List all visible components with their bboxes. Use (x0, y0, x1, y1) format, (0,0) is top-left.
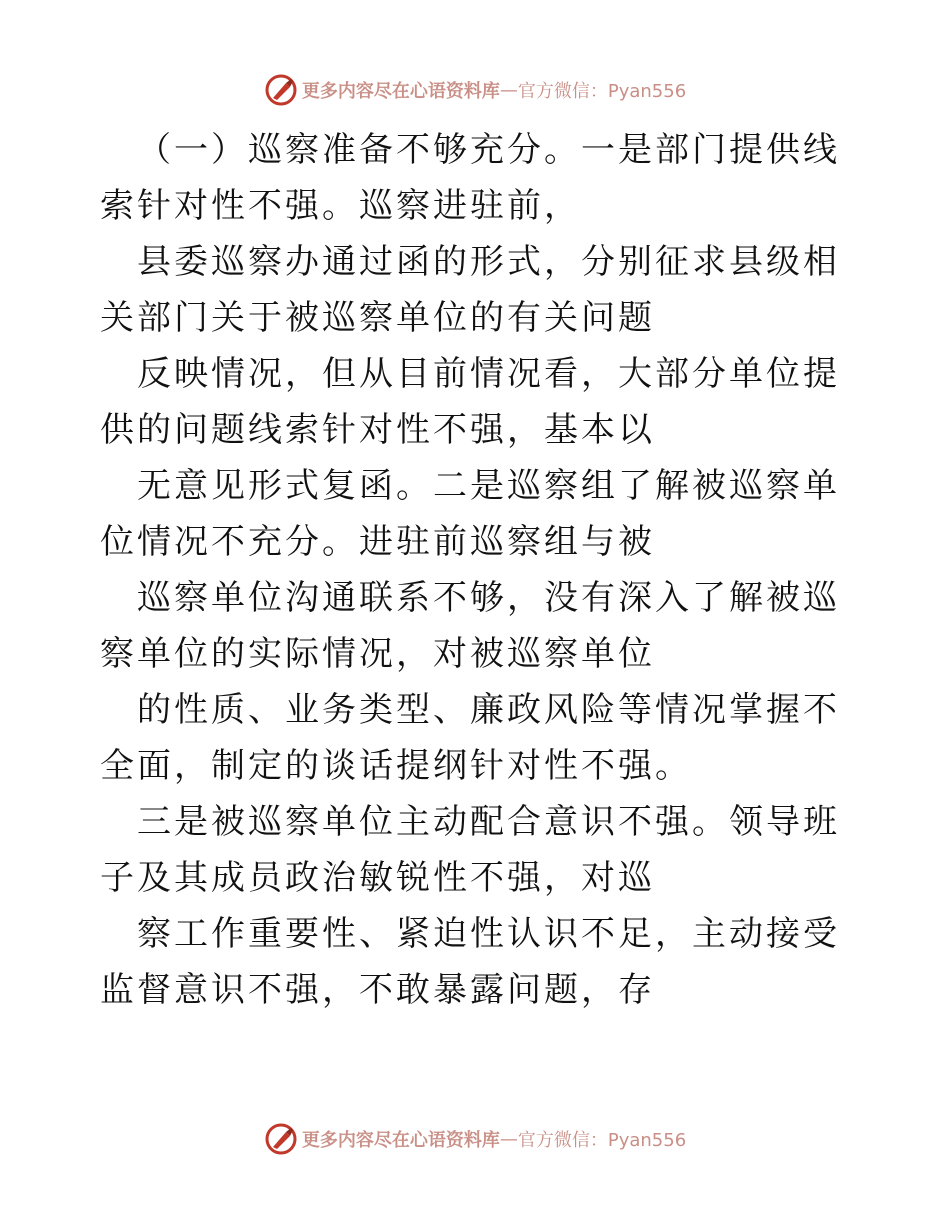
paragraph: 察工作重要性、紧迫性认识不足，主动接受监督意识不强，不敢暴露问题，存 (100, 914, 840, 1010)
footer-watermark (0, 1119, 950, 1159)
watermark-sub-text: 官方微信：Pyan556 (517, 1130, 687, 1151)
watermark-main-text: 更多内容尽在心语资料库 (301, 81, 500, 102)
watermark-separator: — (499, 79, 518, 101)
watermark-sub-text: 官方微信：Pyan556 (517, 81, 687, 102)
paragraph: 反映情况，但从目前情况看，大部分单位提供的问题线索针对性不强，基本以 (100, 354, 840, 450)
paragraph: 的性质、业务类型、廉政风险等情况掌握不全面，制定的谈话提纲针对性不强。 (100, 690, 840, 786)
document-body (0, 122, 950, 1018)
watermark-separator: — (499, 1128, 518, 1150)
watermark-main-text: 更多内容尽在心语资料库 (301, 1130, 500, 1151)
paragraph: 巡察单位沟通联系不够，没有深入了解被巡察单位的实际情况，对被巡察单位 (100, 578, 840, 674)
paragraph: （一）巡察准备不够充分。一是部门提供线索针对性不强。巡察进驻前， (100, 130, 840, 226)
header-watermark (0, 70, 950, 110)
paragraph: 三是被巡察单位主动配合意识不强。领导班子及其成员政治敏锐性不强，对巡 (100, 802, 840, 898)
pen-nib-logo-icon (264, 73, 298, 107)
paragraph: 无意见形式复函。二是巡察组了解被巡察单位情况不充分。进驻前巡察组与被 (100, 466, 840, 562)
pen-nib-logo-icon (264, 1122, 298, 1156)
paragraph: 县委巡察办通过函的形式，分别征求县级相关部门关于被巡察单位的有关问题 (100, 242, 840, 338)
